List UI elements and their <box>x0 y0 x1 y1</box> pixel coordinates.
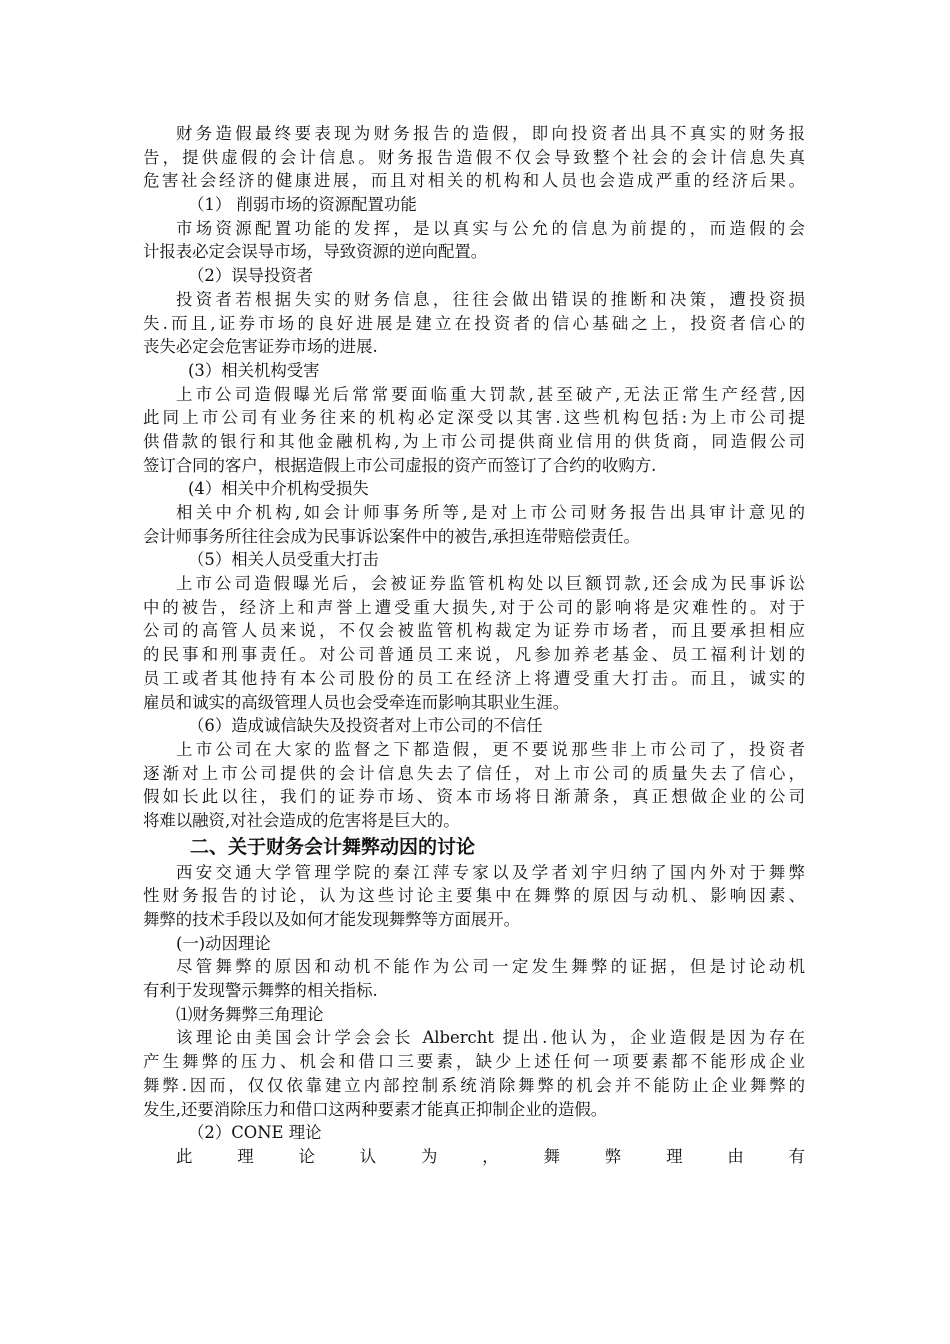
paragraph-line: 中的被告，经济上和声誉上遭受重大损失,对于公司的影响将是灾难性的。对于 <box>143 597 805 617</box>
paragraph-line: 舞弊.因而，仅仅依靠建立内部控制系统消除舞弊的机会并不能防止企业舞弊的 <box>143 1075 805 1095</box>
paragraph-line: 产生舞弊的压力、机会和借口三要素，缺少上述任何一项要素都不能形成企业 <box>143 1052 805 1072</box>
subheading-line: （5）相关人员受重大打击 <box>188 550 379 570</box>
paragraph-line: 计报表必定会误导市场，导致资源的逆向配置。 <box>143 242 488 262</box>
paragraph-line: 财务造假最终要表现为财务报告的造假，即向投资者出具不真实的财务报 <box>176 124 805 143</box>
paragraph-line: 危害社会经济的健康进展，而且对相关的机构和人员也会造成严重的经济后果。 <box>143 171 805 191</box>
document-body <box>143 122 805 1169</box>
section-heading: 二、关于财务会计舞弊动因的讨论 <box>190 835 476 858</box>
subheading-line: ⑴财务舞弊三角理论 <box>176 1004 324 1024</box>
paragraph-line: 会计师事务所往往会成为民事诉讼案件中的被告,承担连带赔偿责任。 <box>143 526 640 546</box>
subheading-line: （6）造成诚信缺失及投资者对上市公司的不信任 <box>188 716 543 736</box>
paragraph-line: 雇员和诚实的高级管理人员也会受牵连而影响其职业生涯。 <box>143 692 570 712</box>
paragraph-line: 告，提供虚假的会计信息。财务报告造假不仅会导致整个社会的会计信息失真 <box>143 147 805 167</box>
paragraph-line: 公司的高管人员来说，不仅会被监管机构裁定为证券市场者，而且要承担相应 <box>143 621 805 641</box>
subheading-line: (3）相关机构受害 <box>188 360 320 380</box>
subheading-line: (4）相关中介机构受损失 <box>188 479 369 499</box>
paragraph-line: 将难以融资,对社会造成的危害将是巨大的。 <box>143 810 460 830</box>
paragraph-line: 员工或者其他持有本公司股份的员工在经济上将遭受重大打击。而且，诚实的 <box>143 668 805 688</box>
paragraph-line: 上市公司造假曝光后，会被证券监管机构处以巨额罚款,还会成为民事诉讼 <box>176 574 805 594</box>
paragraph-line: 逐渐对上市公司提供的会计信息失去了信任，对上市公司的质量失去了信心， <box>143 763 805 783</box>
paragraph-line: 丧失必定会危害证券市场的进展. <box>143 337 378 357</box>
paragraph-line: 此理论认为，舞弊理由有 <box>176 1146 805 1166</box>
paragraph-line: 失.而且,证券市场的良好进展是建立在投资者的信心基础之上，投资者信心的 <box>143 313 805 333</box>
paragraph-line: 西安交通大学管理学院的秦江萍专家以及学者刘宇归纳了国内外对于舞弊 <box>176 862 805 882</box>
paragraph-line: 假如长此以往，我们的证券市场、资本市场将日渐萧条，真正想做企业的公司 <box>143 787 805 807</box>
subheading-line: （2）CONE 理论 <box>188 1123 322 1143</box>
subheading-line: （1） 削弱市场的资源配置功能 <box>188 195 417 215</box>
paragraph-line: 舞弊的技术手段以及如何才能发现舞弊等方面展开。 <box>143 910 520 929</box>
paragraph-line: 投资者若根据失实的财务信息，往往会做出错误的推断和决策，遭投资损 <box>176 289 805 309</box>
paragraph-line: 供借款的银行和其他金融机构,为上市公司提供商业信用的供货商，同造假公司 <box>143 431 805 451</box>
paragraph-line: 发生,还要消除压力和借口这两种要素才能真正抑制企业的造假。 <box>143 1099 608 1119</box>
subheading-line: （2）误导投资者 <box>188 266 314 286</box>
paragraph-line: 此同上市公司有业务往来的机构必定深受以其害.这些机构包括:为上市公司提 <box>143 408 805 428</box>
paragraph-line: 性财务报告的讨论，认为这些讨论主要集中在舞弊的原因与动机、影响因素、 <box>143 886 805 906</box>
paragraph-line: 上市公司在大家的监督之下都造假，更不要说那些非上市公司了，投资者 <box>176 739 805 759</box>
paragraph-line: 的民事和刑事责任。对公司普通员工来说，凡参加养老基金、员工福利计划的 <box>143 645 805 665</box>
paragraph-line: 相关中介机构,如会计师事务所等,是对上市公司财务报告出具审计意见的 <box>176 503 805 522</box>
paragraph-line: 上市公司造假曝光后常常要面临重大罚款,甚至破产,无法正常生产经营,因 <box>176 384 805 404</box>
paragraph-line: 签订合同的客户，根据造假上市公司虚报的资产而签订了合约的收购方. <box>143 455 657 475</box>
paragraph-line: 有利于发现警示舞弊的相关指标. <box>143 981 378 1001</box>
paragraph-line: 尽管舞弊的原因和动机不能作为公司一定发生舞弊的证据，但是讨论动机 <box>176 957 805 977</box>
subheading-line: (一)动因理论 <box>176 933 271 953</box>
paragraph-line: 市场资源配置功能的发挥，是以真实与公允的信息为前提的，而造假的会 <box>176 218 805 238</box>
paragraph-line: 该理论由美国会计学会会长 Albercht 提出.他认为，企业造假是因为存在 <box>176 1028 805 1048</box>
